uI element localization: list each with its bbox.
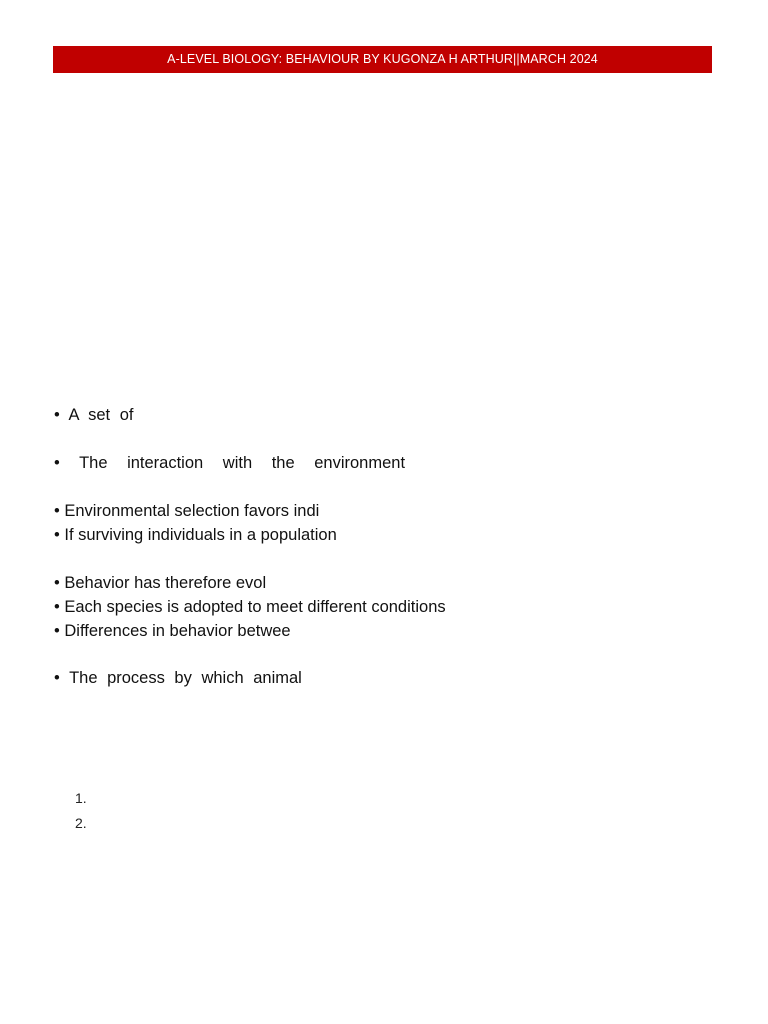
bullet-line-1: • A set of <box>54 406 134 424</box>
bullet-line-4: • If surviving individuals in a population <box>54 526 337 544</box>
document-header-title: A-LEVEL BIOLOGY: BEHAVIOUR BY KUGONZA H ARTHUR||MARCH 2024 <box>167 52 598 66</box>
numbered-item-2: 2. <box>75 815 87 831</box>
document-header-banner <box>53 46 712 73</box>
bullet-line-8: • The process by which animal <box>54 669 302 687</box>
bullet-line-2: • The interaction with the environment <box>54 454 406 472</box>
bullet-line-5: • Behavior has therefore evol <box>54 574 267 592</box>
bullet-line-6: • Each species is adopted to meet different conditions <box>54 598 446 616</box>
numbered-item-1: 1. <box>75 790 87 806</box>
bullet-line-3: • Environmental selection favors indi <box>54 502 320 520</box>
bullet-line-7: • Differences in behavior betwee <box>54 622 291 640</box>
